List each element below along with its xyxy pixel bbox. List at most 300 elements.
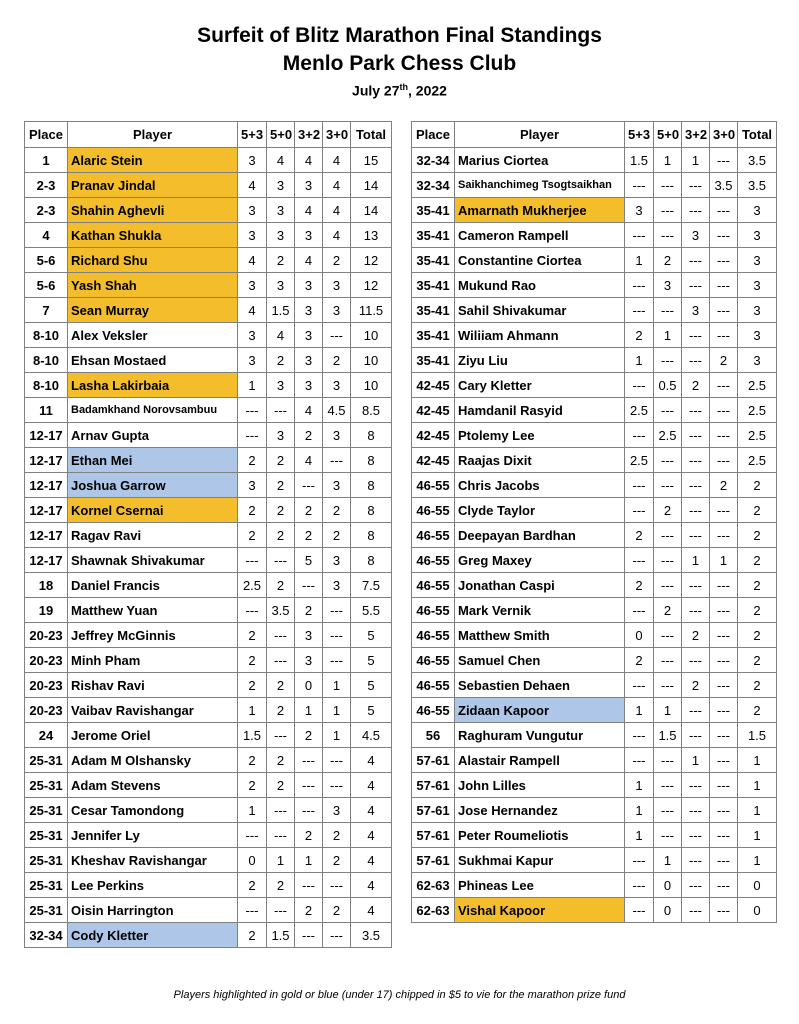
total-cell: 5.5 (351, 598, 392, 623)
place-cell: 32-34 (25, 923, 68, 948)
score-3plus2-cell: --- (295, 573, 323, 598)
total-cell: 2 (738, 598, 777, 623)
score-3plus2-cell: 3 (295, 298, 323, 323)
score-3plus0-cell: 3 (323, 373, 351, 398)
table-row (25, 698, 392, 723)
score-3plus2-cell: 2 (295, 823, 323, 848)
score-5plus0-cell: 3 (267, 373, 295, 398)
table-row (25, 173, 392, 198)
score-5plus0-cell: --- (654, 523, 682, 548)
player-cell: Richard Shu (68, 248, 238, 273)
total-cell: 3.5 (738, 173, 777, 198)
score-3plus2-cell: 1 (295, 848, 323, 873)
score-5plus3-cell: 1 (238, 698, 267, 723)
score-3plus2-cell: --- (682, 648, 710, 673)
score-5plus0-cell: 1 (654, 323, 682, 348)
score-5plus3-cell: 1 (238, 798, 267, 823)
score-3plus0-cell: --- (710, 623, 738, 648)
score-3plus2-cell: 5 (295, 548, 323, 573)
score-3plus2-cell: --- (682, 273, 710, 298)
total-cell: 5 (351, 623, 392, 648)
total-cell: 8 (351, 423, 392, 448)
table-row (25, 573, 392, 598)
score-5plus3-cell: --- (625, 848, 654, 873)
score-5plus3-cell: 0 (238, 848, 267, 873)
player-cell: Joshua Garrow (68, 473, 238, 498)
header-player: Player (455, 122, 625, 148)
table-row (25, 373, 392, 398)
score-3plus0-cell: --- (323, 873, 351, 898)
score-3plus0-cell: 1 (323, 723, 351, 748)
score-5plus3-cell: 2 (238, 873, 267, 898)
score-5plus0-cell: --- (654, 748, 682, 773)
table-row (412, 148, 777, 173)
place-cell: 42-45 (412, 398, 455, 423)
score-5plus3-cell: 2 (238, 923, 267, 948)
table-row (412, 648, 777, 673)
table-row (412, 698, 777, 723)
table-row (25, 198, 392, 223)
score-3plus0-cell: --- (323, 323, 351, 348)
place-cell: 42-45 (412, 373, 455, 398)
player-cell: Constantine Ciortea (455, 248, 625, 273)
score-3plus0-cell: --- (710, 798, 738, 823)
score-5plus3-cell: 3 (238, 198, 267, 223)
score-3plus0-cell: --- (710, 323, 738, 348)
score-5plus0-cell: --- (654, 798, 682, 823)
score-5plus0-cell: 2 (267, 473, 295, 498)
player-cell: Shahin Aghevli (68, 198, 238, 223)
table-row (25, 773, 392, 798)
place-cell: 25-31 (25, 848, 68, 873)
place-cell: 25-31 (25, 748, 68, 773)
score-5plus0-cell: 2 (267, 773, 295, 798)
score-5plus3-cell: 2 (238, 523, 267, 548)
score-3plus2-cell: --- (682, 898, 710, 923)
score-5plus3-cell: 2 (625, 648, 654, 673)
place-cell: 35-41 (412, 198, 455, 223)
table-row (412, 723, 777, 748)
place-cell: 46-55 (412, 473, 455, 498)
player-cell: Cody Kletter (68, 923, 238, 948)
score-5plus3-cell: --- (238, 398, 267, 423)
total-cell: 14 (351, 173, 392, 198)
header-total: Total (738, 122, 777, 148)
table-row (25, 548, 392, 573)
score-5plus3-cell: --- (238, 598, 267, 623)
score-3plus0-cell: 4.5 (323, 398, 351, 423)
player-cell: Mark Vernik (455, 598, 625, 623)
header-place: Place (412, 122, 455, 148)
score-5plus0-cell: 2 (267, 573, 295, 598)
table-row (412, 448, 777, 473)
player-cell: Ehsan Mostaed (68, 348, 238, 373)
score-3plus0-cell: 4 (323, 223, 351, 248)
place-cell: 11 (25, 398, 68, 423)
score-5plus3-cell: --- (625, 498, 654, 523)
player-cell: Kathan Shukla (68, 223, 238, 248)
player-cell: Amarnath Mukherjee (455, 198, 625, 223)
header-3plus2: 3+2 (682, 122, 710, 148)
total-cell: 1 (738, 748, 777, 773)
table-row (25, 248, 392, 273)
score-3plus2-cell: --- (682, 198, 710, 223)
total-cell: 2.5 (738, 398, 777, 423)
table-row (412, 248, 777, 273)
total-cell: 3 (738, 273, 777, 298)
score-5plus0-cell: --- (267, 648, 295, 673)
score-3plus2-cell: --- (295, 473, 323, 498)
score-5plus3-cell: --- (625, 873, 654, 898)
place-cell: 1 (25, 148, 68, 173)
place-cell: 24 (25, 723, 68, 748)
player-cell: Raghuram Vungutur (455, 723, 625, 748)
total-cell: 2 (738, 498, 777, 523)
score-3plus0-cell: 2 (323, 348, 351, 373)
score-5plus3-cell: --- (625, 473, 654, 498)
total-cell: 13 (351, 223, 392, 248)
score-3plus0-cell: --- (323, 623, 351, 648)
score-5plus3-cell: 2.5 (625, 448, 654, 473)
place-cell: 57-61 (412, 773, 455, 798)
score-5plus0-cell: --- (654, 573, 682, 598)
score-3plus2-cell: 1 (682, 548, 710, 573)
score-5plus0-cell: --- (654, 298, 682, 323)
score-5plus3-cell: 1 (625, 248, 654, 273)
score-5plus3-cell: 2 (238, 498, 267, 523)
player-cell: Ethan Mei (68, 448, 238, 473)
score-3plus0-cell: --- (710, 423, 738, 448)
player-cell: Mukund Rao (455, 273, 625, 298)
total-cell: 4 (351, 748, 392, 773)
place-cell: 8-10 (25, 373, 68, 398)
score-3plus2-cell: 4 (295, 448, 323, 473)
table-row (412, 198, 777, 223)
place-cell: 12-17 (25, 473, 68, 498)
place-cell: 20-23 (25, 648, 68, 673)
table-row (25, 323, 392, 348)
place-cell: 62-63 (412, 873, 455, 898)
player-cell: Vaibav Ravishangar (68, 698, 238, 723)
total-cell: 10 (351, 348, 392, 373)
score-5plus0-cell: 2 (267, 698, 295, 723)
score-3plus2-cell: 2 (295, 498, 323, 523)
score-3plus2-cell: 2 (295, 598, 323, 623)
score-3plus2-cell: 2 (295, 723, 323, 748)
player-cell: Deepayan Bardhan (455, 523, 625, 548)
score-3plus2-cell: 3 (295, 173, 323, 198)
score-5plus0-cell: 1 (267, 848, 295, 873)
score-3plus2-cell: 2 (295, 423, 323, 448)
table-row (25, 598, 392, 623)
score-5plus0-cell: 1 (654, 698, 682, 723)
score-3plus0-cell: 3 (323, 423, 351, 448)
total-cell: 3 (738, 298, 777, 323)
place-cell: 35-41 (412, 298, 455, 323)
table-row (412, 798, 777, 823)
place-cell: 2-3 (25, 198, 68, 223)
place-cell: 25-31 (25, 873, 68, 898)
score-3plus0-cell: --- (323, 923, 351, 948)
player-cell: Cesar Tamondong (68, 798, 238, 823)
score-3plus0-cell: --- (323, 448, 351, 473)
score-5plus0-cell: --- (654, 448, 682, 473)
total-cell: 8 (351, 548, 392, 573)
score-3plus2-cell: 4 (295, 198, 323, 223)
score-3plus0-cell: --- (710, 398, 738, 423)
table-row (412, 273, 777, 298)
total-cell: 15 (351, 148, 392, 173)
score-5plus0-cell: 4 (267, 323, 295, 348)
player-cell: John Lilles (455, 773, 625, 798)
total-cell: 3 (738, 198, 777, 223)
score-5plus3-cell: 1 (625, 773, 654, 798)
score-5plus0-cell: 3 (267, 223, 295, 248)
score-3plus0-cell: 2 (323, 823, 351, 848)
score-3plus0-cell: --- (710, 248, 738, 273)
player-cell: Marius Ciortea (455, 148, 625, 173)
total-cell: 3 (738, 223, 777, 248)
table-row (25, 398, 392, 423)
score-5plus0-cell: 2 (267, 248, 295, 273)
total-cell: 3 (738, 323, 777, 348)
score-3plus0-cell: 4 (323, 148, 351, 173)
place-cell: 42-45 (412, 423, 455, 448)
score-3plus2-cell: 3 (295, 648, 323, 673)
table-row (412, 748, 777, 773)
player-cell: Adam Stevens (68, 773, 238, 798)
score-3plus0-cell: --- (710, 698, 738, 723)
place-cell: 46-55 (412, 498, 455, 523)
score-3plus2-cell: --- (682, 723, 710, 748)
score-3plus2-cell: --- (682, 873, 710, 898)
score-3plus0-cell: 4 (323, 173, 351, 198)
total-cell: 4 (351, 898, 392, 923)
score-3plus0-cell: --- (710, 373, 738, 398)
place-cell: 46-55 (412, 598, 455, 623)
score-3plus0-cell: --- (710, 848, 738, 873)
score-3plus2-cell: --- (682, 348, 710, 373)
score-5plus0-cell: --- (654, 673, 682, 698)
score-3plus2-cell: 3 (682, 298, 710, 323)
player-cell: Ziyu Liu (455, 348, 625, 373)
score-5plus3-cell: 4 (238, 298, 267, 323)
place-cell: 25-31 (25, 898, 68, 923)
table-row (25, 423, 392, 448)
table-row (25, 623, 392, 648)
table-row (412, 773, 777, 798)
total-cell: 5 (351, 648, 392, 673)
score-5plus3-cell: 2 (238, 673, 267, 698)
score-3plus2-cell: --- (682, 323, 710, 348)
table-row (412, 523, 777, 548)
place-cell: 12-17 (25, 498, 68, 523)
player-cell: Pranav Jindal (68, 173, 238, 198)
player-cell: Rishav Ravi (68, 673, 238, 698)
score-5plus3-cell: 4 (238, 173, 267, 198)
total-cell: 2 (738, 648, 777, 673)
score-3plus2-cell: --- (682, 798, 710, 823)
score-3plus2-cell: 1 (295, 698, 323, 723)
player-cell: Matthew Yuan (68, 598, 238, 623)
place-cell: 57-61 (412, 798, 455, 823)
table-row (412, 348, 777, 373)
player-cell: Arnav Gupta (68, 423, 238, 448)
place-cell: 46-55 (412, 623, 455, 648)
player-cell: Matthew Smith (455, 623, 625, 648)
score-3plus2-cell: --- (682, 698, 710, 723)
table-row (412, 598, 777, 623)
total-cell: 2 (738, 698, 777, 723)
score-5plus0-cell: 2 (267, 748, 295, 773)
table-row (412, 898, 777, 923)
club-name: Menlo Park Chess Club (282, 52, 517, 75)
table-row (412, 323, 777, 348)
place-cell: 42-45 (412, 448, 455, 473)
player-cell: Greg Maxey (455, 548, 625, 573)
score-3plus2-cell: 2 (682, 373, 710, 398)
score-3plus0-cell: --- (710, 448, 738, 473)
total-cell: 10 (351, 323, 392, 348)
score-5plus3-cell: 1 (625, 823, 654, 848)
table-row (25, 923, 392, 948)
score-5plus3-cell: 4 (238, 248, 267, 273)
table-row (25, 523, 392, 548)
place-cell: 46-55 (412, 648, 455, 673)
score-5plus0-cell: --- (267, 623, 295, 648)
player-cell: Sahil Shivakumar (455, 298, 625, 323)
standings-table-right (411, 121, 777, 923)
score-5plus0-cell: 0 (654, 898, 682, 923)
table-row (25, 673, 392, 698)
table-row (412, 623, 777, 648)
header-5plus3: 5+3 (238, 122, 267, 148)
total-cell: 12 (351, 248, 392, 273)
score-3plus2-cell: --- (682, 848, 710, 873)
player-cell: Jose Hernandez (455, 798, 625, 823)
header-5plus0: 5+0 (654, 122, 682, 148)
score-5plus0-cell: 1.5 (267, 923, 295, 948)
score-5plus0-cell: --- (267, 548, 295, 573)
place-cell: 25-31 (25, 773, 68, 798)
player-cell: Jerome Oriel (68, 723, 238, 748)
score-5plus0-cell: 2 (654, 498, 682, 523)
header-total: Total (351, 122, 392, 148)
score-3plus0-cell: --- (710, 898, 738, 923)
score-5plus3-cell: --- (625, 373, 654, 398)
place-cell: 25-31 (25, 798, 68, 823)
total-cell: 4 (351, 773, 392, 798)
total-cell: 11.5 (351, 298, 392, 323)
player-cell: Kornel Csernai (68, 498, 238, 523)
table-row (25, 273, 392, 298)
score-5plus3-cell: 2.5 (625, 398, 654, 423)
table-row (412, 498, 777, 523)
score-3plus0-cell: --- (710, 773, 738, 798)
score-3plus2-cell: 3 (682, 223, 710, 248)
header-3plus0: 3+0 (323, 122, 351, 148)
table-row (412, 423, 777, 448)
score-3plus2-cell: --- (295, 873, 323, 898)
score-3plus0-cell: --- (710, 223, 738, 248)
score-5plus0-cell: 3 (654, 273, 682, 298)
place-cell: 35-41 (412, 223, 455, 248)
table-row (25, 648, 392, 673)
score-5plus0-cell: 2 (654, 598, 682, 623)
player-cell: Vishal Kapoor (455, 898, 625, 923)
score-5plus3-cell: 2 (238, 748, 267, 773)
score-3plus2-cell: --- (682, 573, 710, 598)
score-5plus3-cell: 2 (238, 773, 267, 798)
score-3plus2-cell: 2 (295, 898, 323, 923)
score-5plus3-cell: --- (238, 898, 267, 923)
place-cell: 12-17 (25, 448, 68, 473)
standings-table-left (24, 121, 392, 948)
score-5plus0-cell: 3 (267, 273, 295, 298)
score-3plus2-cell: --- (682, 173, 710, 198)
player-cell: Daniel Francis (68, 573, 238, 598)
total-cell: 4 (351, 873, 392, 898)
score-3plus2-cell: 1 (682, 148, 710, 173)
score-3plus0-cell: --- (710, 523, 738, 548)
score-3plus0-cell: --- (710, 648, 738, 673)
score-5plus3-cell: --- (238, 823, 267, 848)
score-5plus0-cell: 1 (654, 848, 682, 873)
place-cell: 32-34 (412, 173, 455, 198)
table-row (25, 448, 392, 473)
table-row (412, 223, 777, 248)
score-3plus0-cell: --- (710, 148, 738, 173)
score-3plus0-cell: --- (710, 273, 738, 298)
score-5plus0-cell: 0.5 (654, 373, 682, 398)
table-row (412, 298, 777, 323)
score-3plus2-cell: --- (682, 248, 710, 273)
score-3plus0-cell: --- (710, 298, 738, 323)
total-cell: 3 (738, 348, 777, 373)
score-5plus0-cell: --- (267, 723, 295, 748)
score-5plus0-cell: 0 (654, 873, 682, 898)
score-3plus0-cell: 3 (323, 798, 351, 823)
score-3plus2-cell: 3 (295, 223, 323, 248)
total-cell: 2.5 (738, 448, 777, 473)
score-3plus0-cell: 2 (323, 898, 351, 923)
header-5plus3: 5+3 (625, 122, 654, 148)
table-row (25, 348, 392, 373)
score-3plus2-cell: 2 (682, 623, 710, 648)
score-3plus0-cell: --- (710, 198, 738, 223)
score-5plus0-cell: 2 (267, 348, 295, 373)
total-cell: 14 (351, 198, 392, 223)
total-cell: 5 (351, 698, 392, 723)
place-cell: 12-17 (25, 423, 68, 448)
score-5plus3-cell: 3 (238, 273, 267, 298)
player-cell: Lasha Lakirbaia (68, 373, 238, 398)
place-cell: 46-55 (412, 548, 455, 573)
score-3plus2-cell: --- (295, 923, 323, 948)
score-5plus0-cell: 3.5 (267, 598, 295, 623)
player-cell: Samuel Chen (455, 648, 625, 673)
score-3plus0-cell: --- (323, 598, 351, 623)
total-cell: 2 (738, 523, 777, 548)
place-cell: 20-23 (25, 673, 68, 698)
score-5plus3-cell: 0 (625, 623, 654, 648)
table-row (412, 573, 777, 598)
player-cell: Jennifer Ly (68, 823, 238, 848)
score-5plus0-cell: 1.5 (267, 298, 295, 323)
place-cell: 62-63 (412, 898, 455, 923)
player-cell: Chris Jacobs (455, 473, 625, 498)
score-5plus3-cell: --- (625, 298, 654, 323)
